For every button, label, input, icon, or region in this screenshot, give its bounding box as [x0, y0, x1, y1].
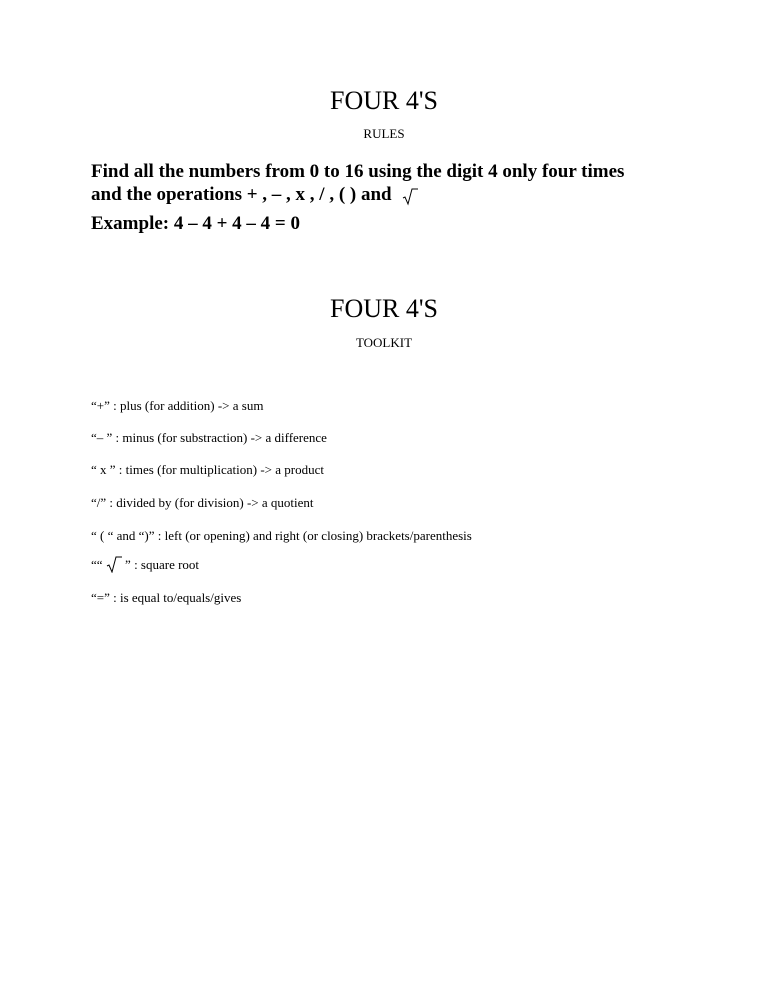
toolkit-title: FOUR 4'S	[330, 294, 438, 323]
toolkit-item-sqrt	[91, 555, 199, 573]
sqrt-prefix: ““	[91, 557, 103, 572]
toolkit-subtitle: TOOLKIT	[355, 335, 413, 350]
toolkit-item-equals: “=” : is equal to/equals/gives	[91, 590, 242, 605]
toolkit-item-divide: “/” : divided by (for division) -> a quotient	[91, 495, 314, 510]
rule-line-2	[91, 183, 416, 206]
rule-line-1: Find all the numbers from 0 to 16 using the digit 4 only four times	[91, 161, 625, 182]
toolkit-item-brackets: “ ( “ and “)” : left (or opening) and right (or closing) brackets/parenthesis	[91, 528, 472, 543]
sqrt-suffix: ” : square root	[125, 557, 200, 572]
toolkit-item-times: “ x ” : times (for multiplication) -> a product	[91, 462, 324, 477]
rule-example: Example: 4 – 4 + 4 – 4 = 0	[91, 213, 301, 234]
rules-subtitle: RULES	[363, 126, 405, 141]
rule-line-2-text: and the operations + , – , x , / , ( ) and	[91, 184, 392, 205]
toolkit-item-plus: “+” : plus (for addition) -> a sum	[91, 398, 264, 413]
square-root-icon	[402, 186, 416, 204]
toolkit-item-minus: “– ” : minus (for substraction) -> a difference	[91, 430, 327, 445]
rules-title: FOUR 4'S	[330, 86, 438, 115]
square-root-icon	[106, 555, 122, 573]
